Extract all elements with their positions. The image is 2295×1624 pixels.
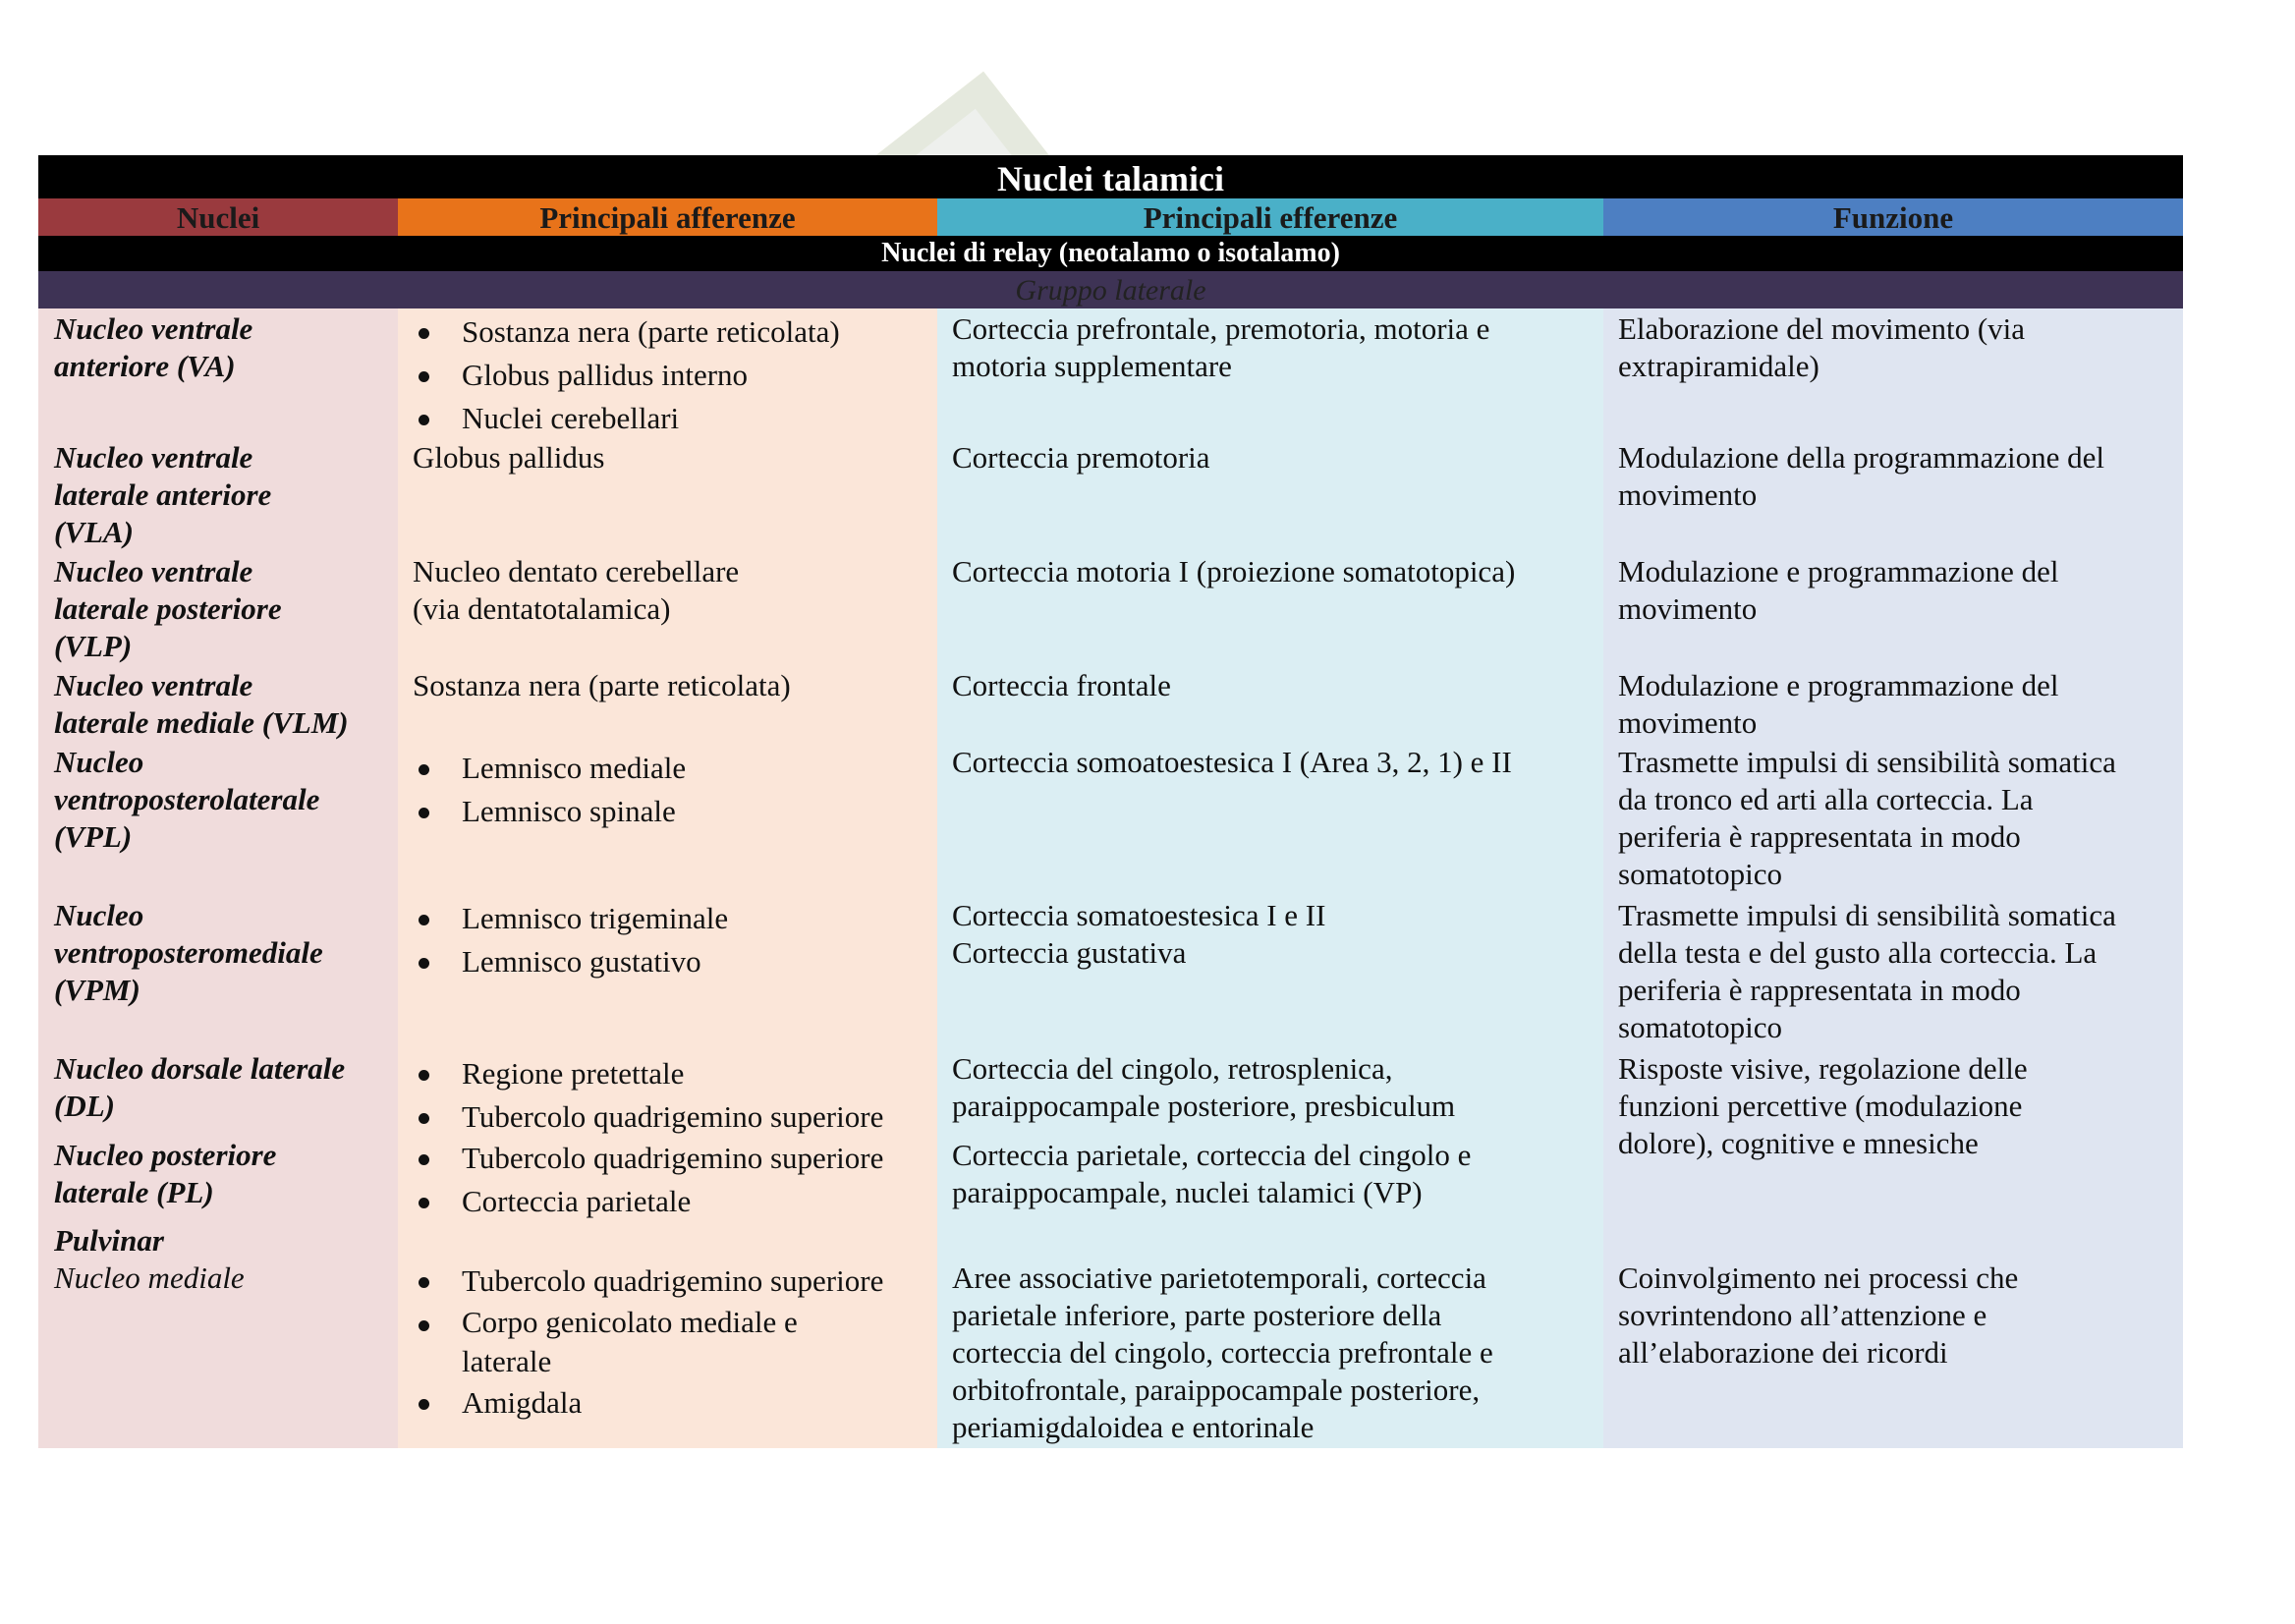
table-row-vla-function (1603, 437, 2183, 551)
text-line: Corteccia prefrontale, premotoria, motoria e (952, 311, 1490, 346)
text-line: Corteccia somatoestesica I e II (952, 898, 1326, 932)
table-title: Nuclei talamici (38, 155, 2183, 198)
table-row-pl-afferents (398, 1135, 937, 1220)
table-row-va-efferents (937, 308, 1603, 437)
text-line: Corteccia premotoria (952, 440, 1210, 475)
text-line: Coinvolgimento nei processi che (1618, 1260, 2019, 1295)
table-row-vpm-function (1603, 895, 2183, 1048)
table-row-pulvinar-function (1603, 1220, 2183, 1448)
text-line: all’elaborazione dei ricordi (1618, 1335, 1948, 1370)
text-line: motoria supplementare (952, 349, 1232, 383)
nucleus-name-line: Nucleo dorsale laterale (54, 1051, 346, 1086)
text-line: extrapiramidale) (1618, 349, 1819, 383)
nucleus-name-line: Nucleo ventrale (54, 554, 253, 588)
nucleus-subname: Nucleo mediale (54, 1260, 245, 1295)
table-row-vpm-nucleus (38, 895, 398, 1048)
nucleus-name-line: Nucleo (54, 745, 144, 779)
nucleus-name-line: laterale mediale (VLM) (54, 705, 349, 740)
table-row-dl-efferents (937, 1048, 1603, 1135)
afferents-list (413, 897, 937, 983)
text-line: della testa e del gusto alla corteccia. La (1618, 935, 2098, 970)
list-item: Tubercolo quadrigemino superiore (413, 1137, 937, 1180)
efferents-block (952, 1260, 1603, 1446)
nucleus-name-line: laterale (PL) (54, 1175, 214, 1209)
text-line: funzioni percettive (modulazione (1618, 1089, 2023, 1123)
afferents-list (413, 1137, 937, 1223)
text-line: Modulazione e programmazione del (1618, 554, 2059, 588)
table-row-vlm-function (1603, 665, 2183, 742)
list-item: Sostanza nera (parte reticolata) (413, 310, 937, 354)
text-line: paraippocampale posteriore, presbiculum (952, 1089, 1456, 1123)
list-item: Lemnisco spinale (413, 790, 937, 833)
table-row-vpl-nucleus (38, 742, 398, 895)
text-line: movimento (1618, 477, 1758, 512)
text-line: periferia è rappresentata in modo (1618, 819, 2021, 854)
text-line: movimento (1618, 591, 1758, 626)
text-line: Risposte visive, regolazione delle (1618, 1051, 2028, 1086)
list-item: Corpo genicolato mediale e laterale (413, 1303, 937, 1381)
list-item: Globus pallidus interno (413, 354, 937, 397)
nucleus-name-line: (DL) (54, 1089, 115, 1123)
list-item: Amigdala (413, 1381, 937, 1425)
list-item: Lemnisco gustativo (413, 940, 937, 983)
nucleus-name-line: ventroposterolaterale (54, 782, 320, 816)
afferents-list (413, 310, 937, 440)
header-nuclei: Nuclei (38, 198, 398, 236)
text-line: paraippocampale, nuclei talamici (VP) (952, 1175, 1423, 1209)
header-function: Funzione (1603, 198, 2183, 236)
nucleus-name-line: ventroposteromediale (54, 935, 323, 970)
text-line: (via dentatotalamica) (413, 591, 671, 626)
header-afferents: Principali afferenze (398, 198, 937, 236)
text-line: somatotopico (1618, 857, 1783, 891)
nucleus-name-line: (VLP) (54, 629, 133, 663)
group-lateral: Gruppo laterale (38, 271, 2183, 308)
table-row-vla-nucleus (38, 437, 398, 551)
nucleus-name-line: Nucleo ventrale (54, 311, 253, 346)
nucleus-name-line: laterale anteriore (54, 477, 272, 512)
text-line: Aree associative parietotemporali, corteccia (952, 1260, 1486, 1295)
text-line: movimento (1618, 705, 1758, 740)
list-item: Nuclei cerebellari (413, 397, 937, 440)
table-row-vlp-efferents (937, 551, 1603, 665)
table-row-vpm-afferents (398, 895, 937, 1048)
text-line: Corteccia frontale (952, 668, 1171, 702)
nucleus-name-line: Nucleo posteriore (54, 1138, 277, 1172)
table-row-dl-nucleus (38, 1048, 398, 1135)
afferents-list (413, 1260, 937, 1425)
text-line: corteccia del cingolo, corteccia prefrontale e (952, 1335, 1493, 1370)
afferents-list (413, 1052, 937, 1139)
table-row-pl-nucleus (38, 1135, 398, 1220)
table-row-vlp-function (1603, 551, 2183, 665)
text-line: Corteccia motoria I (proiezione somatotopica) (952, 554, 1516, 588)
text-line: periferia è rappresentata in modo (1618, 973, 2021, 1007)
nucleus-name-line: anteriore (VA) (54, 349, 236, 383)
text-line: da tronco ed arti alla corteccia. La (1618, 782, 2034, 816)
table-row-pulvinar-nucleus (38, 1220, 398, 1448)
table-row-pl-efferents (937, 1135, 1603, 1220)
text-line: Nucleo dentato cerebellare (413, 554, 740, 588)
list-item: Regione pretettale (413, 1052, 937, 1095)
table-row-vlm-afferents (398, 665, 937, 742)
text-line: Corteccia parietale, corteccia del cingolo e (952, 1138, 1472, 1172)
list-item: Lemnisco mediale (413, 747, 937, 790)
table-row-vlm-efferents (937, 665, 1603, 742)
nucleus-name-line: Nucleo (54, 898, 144, 932)
text-line: Corteccia somoatoestesica I (Area 3, 2, 1) e II (952, 745, 1512, 779)
table-row-vlp-nucleus (38, 551, 398, 665)
text-line: Elaborazione del movimento (via (1618, 311, 2026, 346)
nucleus-name-line: Nucleo ventrale (54, 440, 253, 475)
table-row-vla-afferents (398, 437, 937, 551)
text-line: Modulazione della programmazione del (1618, 440, 2104, 475)
table-row-pulvinar-afferents (398, 1220, 937, 1448)
list-item: Tubercolo quadrigemino superiore (413, 1260, 937, 1303)
nucleus-name-line: (VPM) (54, 973, 140, 1007)
list-item: Lemnisco trigeminale (413, 897, 937, 940)
text-line: periamigdaloidea e entorinale (952, 1410, 1315, 1444)
header-efferents: Principali efferenze (937, 198, 1603, 236)
table-row-va-function (1603, 308, 2183, 437)
nucleus-name-line: Nucleo ventrale (54, 668, 253, 702)
text-line: dolore), cognitive e mnesiche (1618, 1126, 1979, 1160)
table-row-dl-afferents (398, 1048, 937, 1135)
table-row-vlm-nucleus (38, 665, 398, 742)
nucleus-name-line: laterale posteriore (54, 591, 282, 626)
thalamic-nuclei-table (38, 155, 2183, 1448)
afferents-list (413, 747, 937, 833)
text-line: orbitofrontale, paraippocampale posteriore, (952, 1372, 1481, 1407)
text-line: Corteccia gustativa (952, 935, 1187, 970)
nucleus-name-line: (VPL) (54, 819, 133, 854)
table-row-vpm-efferents (937, 895, 1603, 1048)
text-line: Trasmette impulsi di sensibilità somatica (1618, 898, 2116, 932)
table-row-vlp-afferents (398, 551, 937, 665)
text-line: Corteccia del cingolo, retrosplenica, (952, 1051, 1393, 1086)
table-row-va-afferents (398, 308, 937, 437)
table-row-pulvinar-efferents (937, 1220, 1603, 1448)
table-row-va-nucleus (38, 308, 398, 437)
nucleus-name-line: (VLA) (54, 515, 134, 549)
text-line: Sostanza nera (parte reticolata) (413, 668, 791, 702)
text-line: Modulazione e programmazione del (1618, 668, 2059, 702)
table-row-vpl-efferents (937, 742, 1603, 895)
nucleus-name-line: Pulvinar (54, 1223, 164, 1258)
text-line: somatotopico (1618, 1010, 1783, 1044)
table-row-vpl-afferents (398, 742, 937, 895)
text-line: Trasmette impulsi di sensibilità somatica (1618, 745, 2116, 779)
text-line: parietale inferiore, parte posteriore della (952, 1298, 1442, 1332)
section-relay-nuclei: Nuclei di relay (neotalamo o isotalamo) (38, 236, 2183, 271)
text-line: Globus pallidus (413, 440, 605, 475)
text-line: sovrintendono all’attenzione e (1618, 1298, 1987, 1332)
table-row-vla-efferents (937, 437, 1603, 551)
function-block (1618, 1260, 2183, 1372)
table-row-vpl-function (1603, 742, 2183, 895)
list-item: Corteccia parietale (413, 1180, 937, 1223)
table-row-dl-pl-function (1603, 1048, 2183, 1220)
list-item: Tubercolo quadrigemino superiore (413, 1095, 937, 1139)
